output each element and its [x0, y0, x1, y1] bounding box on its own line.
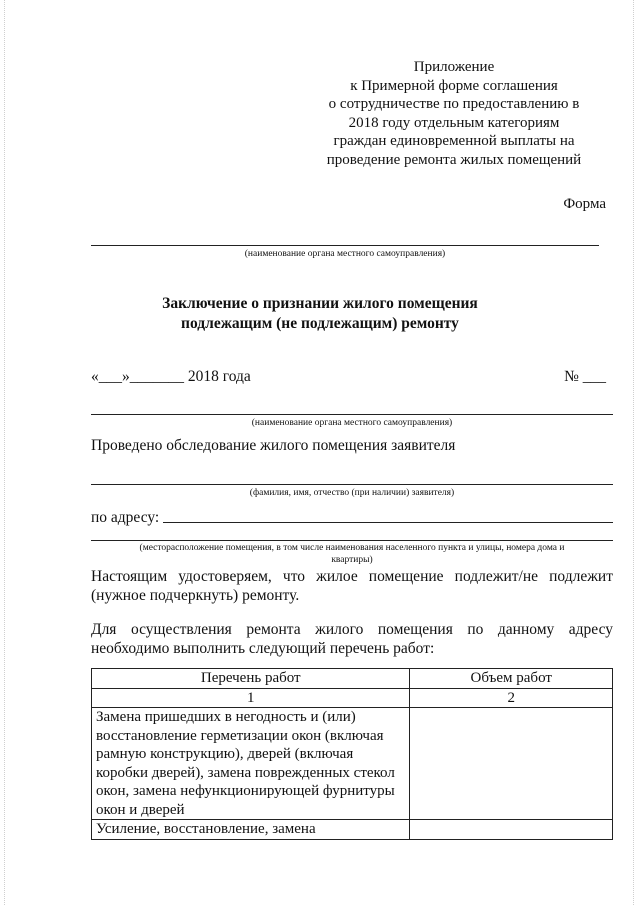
- work-description: [92, 708, 410, 820]
- title-line-1: Заключение о признании жилого помещения: [162, 295, 478, 312]
- appendix-line: к Примерной форме соглашения: [350, 77, 558, 94]
- work-description: [92, 820, 410, 840]
- works-intro-line-2: необходимо выполнить следующий перечень работ:: [91, 640, 435, 657]
- location-line[interactable]: [91, 540, 613, 541]
- work-volume-cell[interactable]: [410, 820, 613, 840]
- column-number-2: 2: [410, 688, 613, 708]
- table-number-row: [92, 688, 613, 708]
- table-row: [92, 708, 613, 820]
- column-number-1: 1: [92, 688, 410, 708]
- number-field[interactable]: № ___: [564, 368, 606, 385]
- work-volume-cell[interactable]: [410, 708, 613, 820]
- works-intro-paragraph: [91, 620, 613, 658]
- appendix-header: [304, 58, 604, 170]
- appendix-line: проведение ремонта жилых помещений: [326, 151, 582, 168]
- authority-line-2[interactable]: [91, 414, 613, 415]
- work-line: Замена пришедших в негодность и (или): [96, 709, 356, 725]
- form-label: Форма: [563, 196, 606, 212]
- authority-caption-2: (наименование органа местного самоуправления): [251, 418, 453, 428]
- work-line: окон, замена нефункционирующей фурнитуры: [96, 783, 395, 799]
- table-header-row: [92, 669, 613, 689]
- certify-line-1: Настоящим удостоверяем, что жилое помещение подлежит/не подлежит: [91, 568, 613, 585]
- document-title: [0, 294, 640, 334]
- works-table: [91, 668, 613, 840]
- address-line[interactable]: [163, 522, 613, 523]
- certify-line-2: (нужное подчеркнуть) ремонту.: [91, 587, 300, 604]
- appendix-line: граждан единовременной выплаты на: [333, 133, 575, 150]
- works-intro-line-1: Для осуществления ремонта жилого помещения по данному адресу: [91, 621, 613, 638]
- header-work-volume: Объем работ: [410, 669, 613, 689]
- survey-text: Проведено обследование жилого помещения заявителя: [91, 437, 456, 454]
- scan-left-edge: [4, 0, 6, 905]
- work-line: коробки дверей), замена поврежденных стекол: [96, 764, 395, 781]
- authority-caption-1: (наименование органа местного самоуправления): [244, 249, 446, 259]
- certify-paragraph: [91, 567, 613, 605]
- scan-right-edge: [633, 0, 635, 905]
- address-label: по адресу:: [91, 509, 160, 526]
- authority-line-1[interactable]: [91, 245, 599, 246]
- location-caption-1: (месторасположение помещения, в том числе наименования населенного пункта и улицы, номера дома и: [139, 543, 565, 553]
- applicant-line[interactable]: [91, 484, 613, 485]
- appendix-line: 2018 году отдельным категориям: [348, 114, 560, 131]
- applicant-caption: (фамилия, имя, отчество (при наличии) заявителя): [249, 488, 455, 498]
- appendix-line: Приложение: [413, 59, 495, 75]
- work-line: восстановление герметизации окон (включая: [96, 727, 384, 744]
- appendix-line: о сотрудничестве по предоставлению в: [328, 96, 580, 113]
- table-row: [92, 820, 613, 840]
- header-work-list: Перечень работ: [92, 669, 410, 689]
- location-caption-2: квартиры): [331, 555, 373, 565]
- title-line-2: подлежащим (не подлежащим) ремонту: [181, 315, 459, 332]
- date-field[interactable]: «___»_______ 2018 года: [91, 368, 251, 385]
- work-line: рамную конструкцию), дверей (включая: [96, 746, 354, 762]
- work-line: Усиление, восстановление, замена: [96, 821, 316, 837]
- work-line: окон и дверей: [96, 801, 185, 818]
